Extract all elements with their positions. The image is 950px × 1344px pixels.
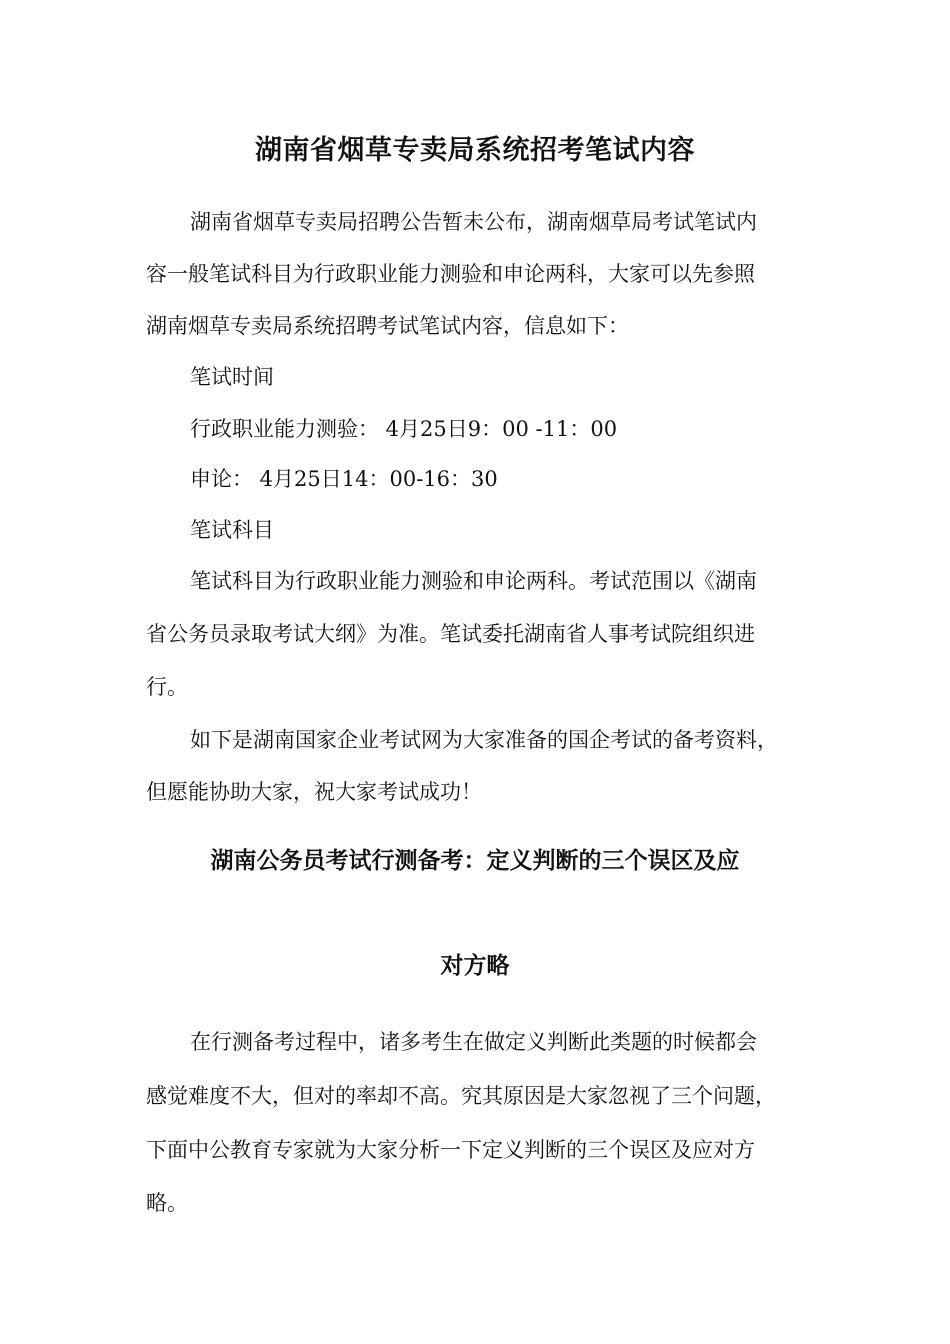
closing-line-2: 但愿能协助大家，祝大家考试成功！ xyxy=(146,780,482,804)
intro-line-2: 容一般笔试科目为行政职业能力测验和申论两科，大家可以先参照 xyxy=(146,262,755,286)
intro-line-1: 湖南省烟草专卖局招聘公告暂未公布，湖南烟草局考试笔试内 xyxy=(190,210,757,234)
section2-para-line-3: 下面中公教育专家就为大家分析一下定义判断的三个误区及应对方 xyxy=(146,1138,755,1162)
section2-para-line-1: 在行测备考过程中，诸多考生在做定义判断此类题的时候都会 xyxy=(190,1030,757,1054)
exam-time-xingce: 行政职业能力测验： 4月25日9：00 -11：00 xyxy=(190,417,618,441)
intro-line-3: 湖南烟草专卖局系统招聘考试笔试内容，信息如下： xyxy=(146,314,629,338)
section2-title-line-1: 湖南公务员考试行测备考：定义判断的三个误区及应 xyxy=(210,848,740,874)
exam-time-shenlun: 申论： 4月25日14：00-16：30 xyxy=(190,467,498,491)
exam-subjects-line-3: 行。 xyxy=(146,675,188,699)
closing-line-1: 如下是湖南国家企业考试网为大家准备的国企考试的备考资料， xyxy=(190,728,778,752)
exam-time-heading: 笔试时间 xyxy=(190,365,274,389)
page-title: 湖南省烟草专卖局系统招考笔试内容 xyxy=(255,135,695,166)
exam-subjects-heading: 笔试科目 xyxy=(190,518,274,542)
exam-subjects-line-1: 笔试科目为行政职业能力测验和申论两科。考试范围以《湖南 xyxy=(190,569,757,593)
exam-subjects-line-2: 省公务员录取考试大纲》为准。笔试委托湖南省人事考试院组织进 xyxy=(146,622,755,646)
section2-title-line-2: 对方略 xyxy=(440,953,510,979)
section2-para-line-4: 略。 xyxy=(146,1191,188,1215)
section2-para-line-2: 感觉难度不大，但对的率却不高。究其原因是大家忽视了三个问题， xyxy=(146,1084,776,1108)
